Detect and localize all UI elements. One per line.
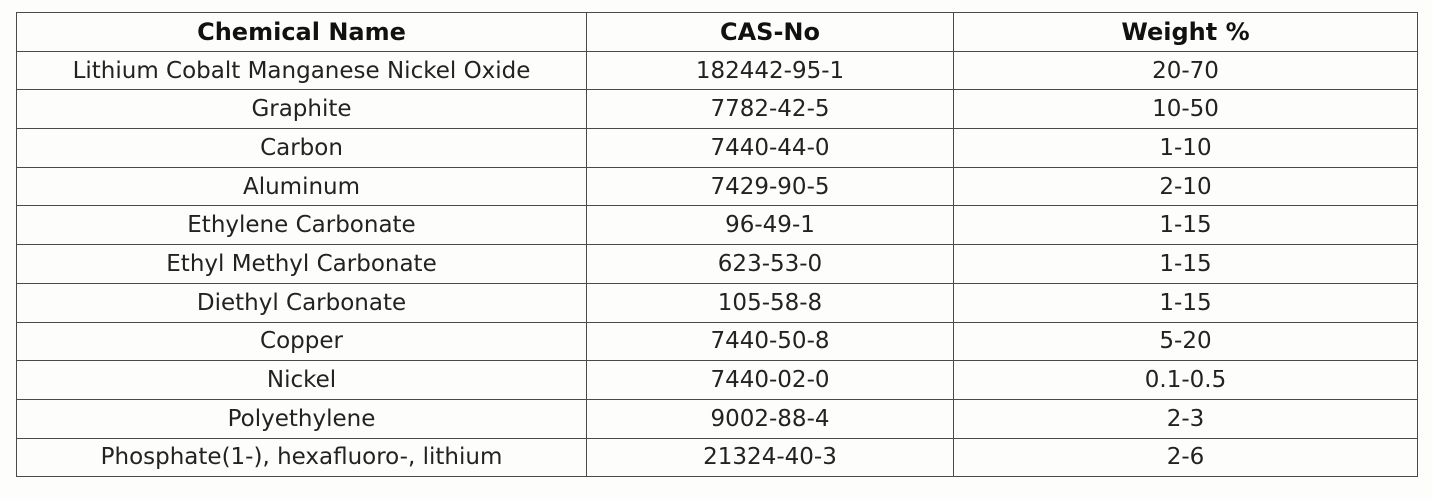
cell-weight-percent: 0.1-0.5: [954, 361, 1418, 400]
cell-weight-percent: 2-6: [954, 438, 1418, 477]
cell-weight-percent: 5-20: [954, 322, 1418, 361]
cell-chemical-name: Carbon: [17, 129, 587, 168]
cell-chemical-name: Aluminum: [17, 167, 587, 206]
cell-cas-no: 182442-95-1: [587, 51, 954, 90]
cell-cas-no: 7440-50-8: [587, 322, 954, 361]
table-row: [17, 322, 1418, 361]
cell-weight-percent: 2-3: [954, 399, 1418, 438]
table-row: [17, 167, 1418, 206]
cell-chemical-name: Lithium Cobalt Manganese Nickel Oxide: [17, 51, 587, 90]
cell-cas-no: 7429-90-5: [587, 167, 954, 206]
cell-weight-percent: 1-15: [954, 206, 1418, 245]
table-row: [17, 245, 1418, 284]
cell-weight-percent: 2-10: [954, 167, 1418, 206]
table-row: [17, 438, 1418, 477]
table-row: [17, 206, 1418, 245]
cell-weight-percent: 10-50: [954, 90, 1418, 129]
cell-cas-no: 105-58-8: [587, 283, 954, 322]
cell-cas-no: 7782-42-5: [587, 90, 954, 129]
composition-table-container: [16, 12, 1417, 477]
table-row: [17, 361, 1418, 400]
cell-chemical-name: Ethyl Methyl Carbonate: [17, 245, 587, 284]
composition-table: [16, 12, 1418, 477]
cell-chemical-name: Copper: [17, 322, 587, 361]
cell-weight-percent: 1-15: [954, 283, 1418, 322]
cell-chemical-name: Ethylene Carbonate: [17, 206, 587, 245]
cell-cas-no: 7440-02-0: [587, 361, 954, 400]
cell-cas-no: 7440-44-0: [587, 129, 954, 168]
table-row: [17, 283, 1418, 322]
cell-weight-percent: 1-15: [954, 245, 1418, 284]
cell-chemical-name: Diethyl Carbonate: [17, 283, 587, 322]
header-cas-no: CAS-No: [587, 13, 954, 52]
cell-cas-no: 623-53-0: [587, 245, 954, 284]
table-header-row: [17, 13, 1418, 52]
cell-cas-no: 9002-88-4: [587, 399, 954, 438]
table-row: [17, 51, 1418, 90]
cell-cas-no: 21324-40-3: [587, 438, 954, 477]
header-weight-percent: Weight %: [954, 13, 1418, 52]
table-row: [17, 399, 1418, 438]
cell-chemical-name: Polyethylene: [17, 399, 587, 438]
cell-chemical-name: Graphite: [17, 90, 587, 129]
cell-chemical-name: Nickel: [17, 361, 587, 400]
header-chemical-name: Chemical Name: [17, 13, 587, 52]
cell-weight-percent: 1-10: [954, 129, 1418, 168]
cell-weight-percent: 20-70: [954, 51, 1418, 90]
table-row: [17, 90, 1418, 129]
table-row: [17, 129, 1418, 168]
cell-cas-no: 96-49-1: [587, 206, 954, 245]
cell-chemical-name: Phosphate(1-), hexafluoro-, lithium: [17, 438, 587, 477]
